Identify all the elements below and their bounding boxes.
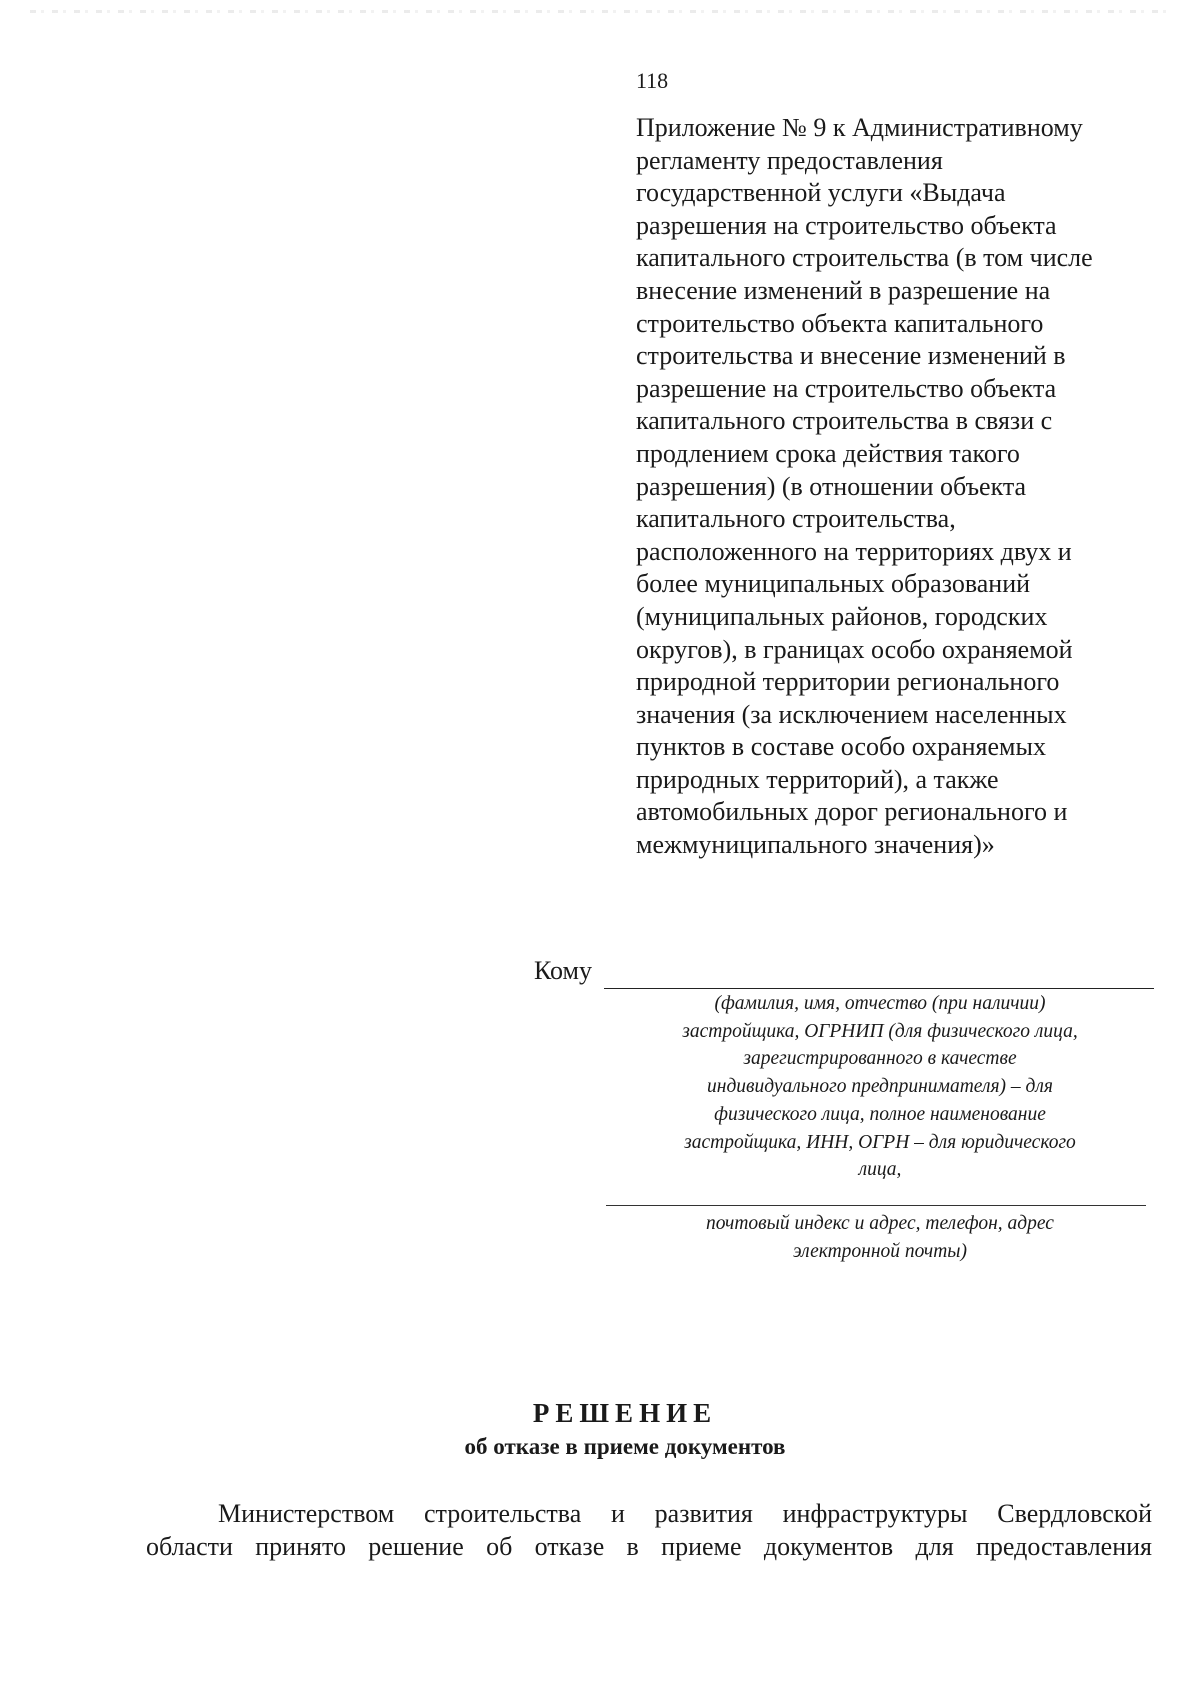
recipient-hint-line: лица, — [858, 1159, 902, 1181]
appendix-line: пунктов в составе особо охраняемых — [636, 732, 1046, 762]
scan-artifact — [30, 10, 1170, 13]
address-hint-line: электронной почты) — [792, 1240, 967, 1262]
appendix-line: строительство объекта капитального — [636, 308, 1044, 338]
body-paragraph — [146, 1497, 1152, 1563]
appendix-line: значения (за исключением населенных — [636, 699, 1067, 729]
appendix-line: разрешения) (в отношении объекта — [636, 471, 1027, 501]
appendix-line: разрешения на строительство объекта — [636, 210, 1057, 240]
appendix-line: регламенту предоставления — [636, 145, 943, 175]
appendix-line: расположенного на территориях двух и — [636, 536, 1072, 566]
recipient-hint-line: застройщика, ИНН, ОГРН – для юридического — [684, 1131, 1076, 1153]
appendix-line: более муниципальных образований — [636, 569, 1031, 599]
appendix-line: строительства и внесение изменений в — [636, 341, 1066, 371]
page-number: 118 — [636, 68, 669, 93]
recipient-hint-line: (фамилия, имя, отчество (при наличии) — [714, 993, 1046, 1014]
appendix-line: природных территорий), а также — [636, 764, 999, 794]
appendix-line: продлением срока действия такого — [636, 438, 1020, 468]
body-line: области принято решение об отказе в приеме документов для предоставления — [146, 1532, 1152, 1561]
decision-title: РЕШЕНИЕ — [532, 1398, 718, 1428]
recipient-label: Кому — [534, 956, 593, 985]
recipient-hint-line: индивидуального предпринимателя) – для — [707, 1076, 1053, 1098]
recipient-blank-line — [604, 988, 1154, 989]
address-blank-line — [606, 1205, 1146, 1206]
appendix-line: капитального строительства, — [636, 504, 956, 534]
appendix-line: Приложение № 9 к Административному — [636, 113, 1083, 142]
appendix-line: округов), в границах особо охраняемой — [636, 634, 1073, 664]
recipient-hint-line: зарегистрированного в качестве — [743, 1048, 1017, 1070]
address-hint — [600, 1210, 1160, 1265]
appendix-line: внесение изменений в разрешение на — [636, 275, 1051, 305]
appendix-line: межмуниципального значения)» — [636, 830, 995, 860]
appendix-line: государственной услуги «Выдача — [636, 178, 1006, 208]
appendix-line: автомобильных дорог регионального и — [636, 797, 1068, 827]
address-hint-line: почтовый индекс и адрес, телефон, адрес — [706, 1213, 1054, 1234]
recipient-hint-line: физического лица, полное наименование — [714, 1103, 1046, 1125]
appendix-line: (муниципальных районов, городских — [636, 601, 1048, 631]
appendix-line: капитального строительства (в том числе — [636, 243, 1093, 273]
appendix-line: капитального строительства в связи с — [636, 406, 1053, 436]
appendix-line: природной территории регионального — [636, 667, 1060, 697]
appendix-heading — [636, 112, 1156, 862]
body-line: Министерством строительства и развития инфраструктуры Свердловской — [218, 1499, 1152, 1528]
recipient-hint-line: застройщика, ОГРНИП (для физического лица, — [682, 1020, 1078, 1042]
decision-subtitle: об отказе в приеме документов — [464, 1434, 786, 1459]
appendix-line: разрешение на строительство объекта — [636, 373, 1057, 403]
recipient-hint — [600, 990, 1160, 1184]
